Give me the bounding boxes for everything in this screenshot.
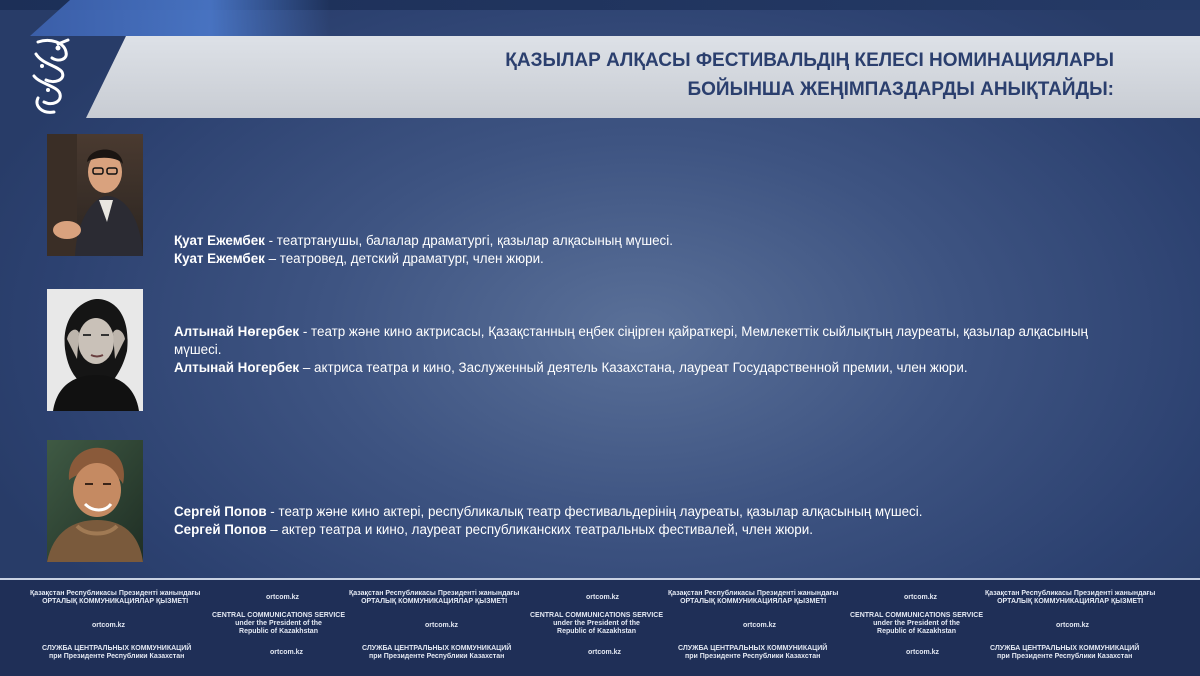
member-desc-kz: - театр және кино актері, республикалық театр фестивальдерінің лауреаты, қазылар алқасының мүшесі. — [266, 504, 923, 519]
footer-en-line3: Republic of Kazakhstan — [557, 628, 636, 635]
footer-en-line1: CENTRAL COMMUNICATIONS SERVICE — [850, 612, 984, 619]
footer-en-line3: Republic of Kazakhstan — [239, 628, 318, 635]
footer-kz-line1: Қазақстан Республикасы Президенті жанындағы — [30, 590, 201, 597]
bio-ru-line — [174, 359, 1094, 377]
member-name-kz: Алтынай Нөгербек — [174, 324, 300, 339]
title-line-2: БОЙЫНША ЖЕҢІМПАЗДАРДЫ АНЫҚТАЙДЫ: — [687, 79, 1114, 100]
footer-ru-line2: при Президенте Республики Казахстан — [685, 653, 821, 660]
member-name-ru: Сергей Попов — [174, 522, 267, 537]
banner-accent — [30, 0, 330, 36]
footer-ru-line2: при Президенте Республики Казахстан — [369, 653, 505, 660]
footer-site: ortcom.kz — [588, 649, 622, 656]
footer-site: ortcom.kz — [906, 649, 940, 656]
bio-kz-line — [174, 323, 1094, 359]
footer-kz-line1: Қазақстан Республикасы Президенті жанындағы — [349, 590, 520, 597]
bio-ru-line — [174, 521, 1074, 539]
footer-en-line2: under the President of the — [235, 620, 322, 627]
footer-site: ortcom.kz — [904, 594, 938, 601]
footer-ru-block — [362, 645, 511, 661]
footer-kz-block — [985, 590, 1155, 606]
footer-ru-line1: СЛУЖБА ЦЕНТРАЛЬНЫХ КОММУНИКАЦИЙ — [362, 645, 512, 652]
footer-site: ortcom.kz — [1056, 622, 1090, 629]
bio-kz-line — [174, 232, 1074, 250]
footer-en-line2: under the President of the — [553, 620, 640, 627]
footer-ru-line2: при Президенте Республики Казахстан — [997, 653, 1133, 660]
footer-site: ortcom.kz — [266, 594, 300, 601]
footer-en-line2: under the President of the — [873, 620, 960, 627]
member-bio-sergey — [174, 503, 1074, 539]
member-bio-kuat — [174, 232, 1074, 268]
title-line-1: ҚАЗЫЛАР АЛҚАСЫ ФЕСТИВАЛЬДІҢ КЕЛЕСІ НОМИНАЦИЯЛАРЫ — [505, 50, 1114, 71]
footer-en-block — [212, 612, 345, 636]
member-desc-kz: - театр және кино актрисасы, Қазақстанның еңбек сіңірген қайраткері, Мемлекеттік сыйлықтың лауреаты, қазылар алқасының мүшесі. — [174, 324, 1088, 357]
bio-kz-line — [174, 503, 1074, 521]
footer-kz-line1: Қазақстан Республикасы Президенті жанындағы — [985, 590, 1156, 597]
footer-kz-line2: ОРТАЛЫҚ КОММУНИКАЦИЯЛАР ҚЫЗМЕТІ — [361, 598, 508, 605]
footer-site: ortcom.kz — [270, 649, 304, 656]
member-desc-ru: – актер театра и кино, лауреат республиканских театральных фестивалей, член жюри. — [266, 522, 813, 537]
footer-kz-line2: ОРТАЛЫҚ КОММУНИКАЦИЯЛАР ҚЫЗМЕТІ — [42, 598, 189, 605]
footer-ru-line1: СЛУЖБА ЦЕНТРАЛЬНЫХ КОММУНИКАЦИЙ — [678, 645, 828, 652]
footer-kz-block — [30, 590, 200, 606]
member-name-ru: Алтынай Ногербек — [174, 360, 300, 375]
member-desc-ru: – актриса театра и кино, Заслуженный деятель Казахстана, лауреат Государственной премии, член жюри. — [299, 360, 968, 375]
footer-site: ortcom.kz — [743, 622, 777, 629]
member-bio-altynai — [174, 323, 1094, 377]
footer-en-block — [850, 612, 983, 636]
footer-kz-line1: Қазақстан Республикасы Президенті жанындағы — [668, 590, 839, 597]
footer-ru-line2: при Президенте Республики Казахстан — [49, 653, 185, 660]
member-photo-kuat — [47, 134, 143, 256]
footer-kz-line2: ОРТАЛЫҚ КОММУНИКАЦИЯЛАР ҚЫЗМЕТІ — [680, 598, 827, 605]
footer-en-line1: CENTRAL COMMUNICATIONS SERVICE — [212, 612, 346, 619]
footer-en-line1: CENTRAL COMMUNICATIONS SERVICE — [530, 612, 664, 619]
footer-kz-line2: ОРТАЛЫҚ КОММУНИКАЦИЯЛАР ҚЫЗМЕТІ — [997, 598, 1144, 605]
snow-leopard-logo-icon — [28, 36, 72, 118]
footer-en-block — [530, 612, 663, 636]
member-name-kz: Қуат Ежембек — [174, 233, 265, 248]
member-desc-kz: - театртанушы, балалар драматургі, қазылар алқасының мүшесі. — [264, 233, 673, 248]
footer-site: ortcom.kz — [92, 622, 126, 629]
footer-ru-block — [990, 645, 1139, 661]
footer-ru-line1: СЛУЖБА ЦЕНТРАЛЬНЫХ КОММУНИКАЦИЙ — [990, 645, 1140, 652]
footer-ru-block — [42, 645, 191, 661]
member-photo-sergey — [47, 440, 143, 562]
footer-ru-block — [678, 645, 827, 661]
footer-site: ortcom.kz — [586, 594, 620, 601]
member-photo-altynai — [47, 289, 143, 411]
footer-divider — [0, 578, 1200, 580]
footer-ru-line1: СЛУЖБА ЦЕНТРАЛЬНЫХ КОММУНИКАЦИЙ — [42, 645, 192, 652]
member-name-ru: Куат Ежембек — [174, 251, 265, 266]
page-title — [314, 46, 1114, 104]
bio-ru-line — [174, 250, 1074, 268]
footer-kz-block — [668, 590, 838, 606]
member-desc-ru: – театровед, детский драматург, член жюри. — [264, 251, 544, 266]
footer-site: ortcom.kz — [425, 622, 459, 629]
member-name-kz: Сергей Попов — [174, 504, 267, 519]
footer-kz-block — [349, 590, 519, 606]
footer-en-line3: Republic of Kazakhstan — [877, 628, 956, 635]
